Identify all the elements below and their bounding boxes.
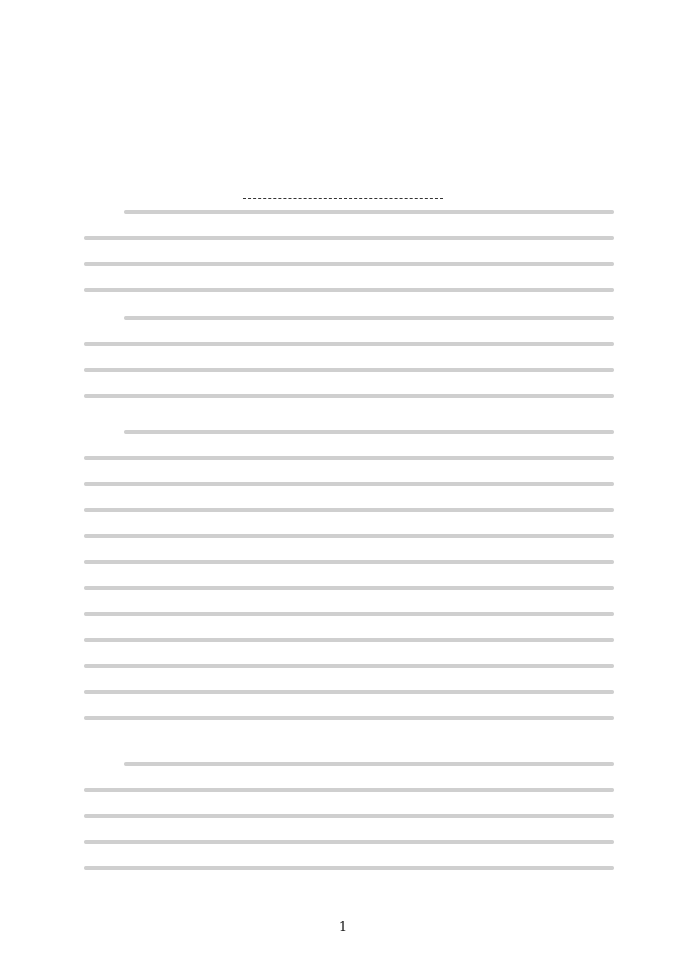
date-line	[0, 172, 686, 192]
body-paragraph	[84, 430, 614, 742]
title-line	[0, 106, 686, 126]
title-line	[0, 84, 686, 104]
title-line	[0, 150, 686, 170]
title-line	[0, 128, 686, 148]
press-release-header	[0, 62, 686, 199]
body-paragraph	[84, 210, 614, 314]
body-paragraph	[84, 762, 614, 892]
page-number: 1	[338, 920, 348, 935]
body-paragraph	[84, 316, 614, 420]
header-divider	[243, 198, 443, 199]
title-line	[0, 62, 686, 82]
